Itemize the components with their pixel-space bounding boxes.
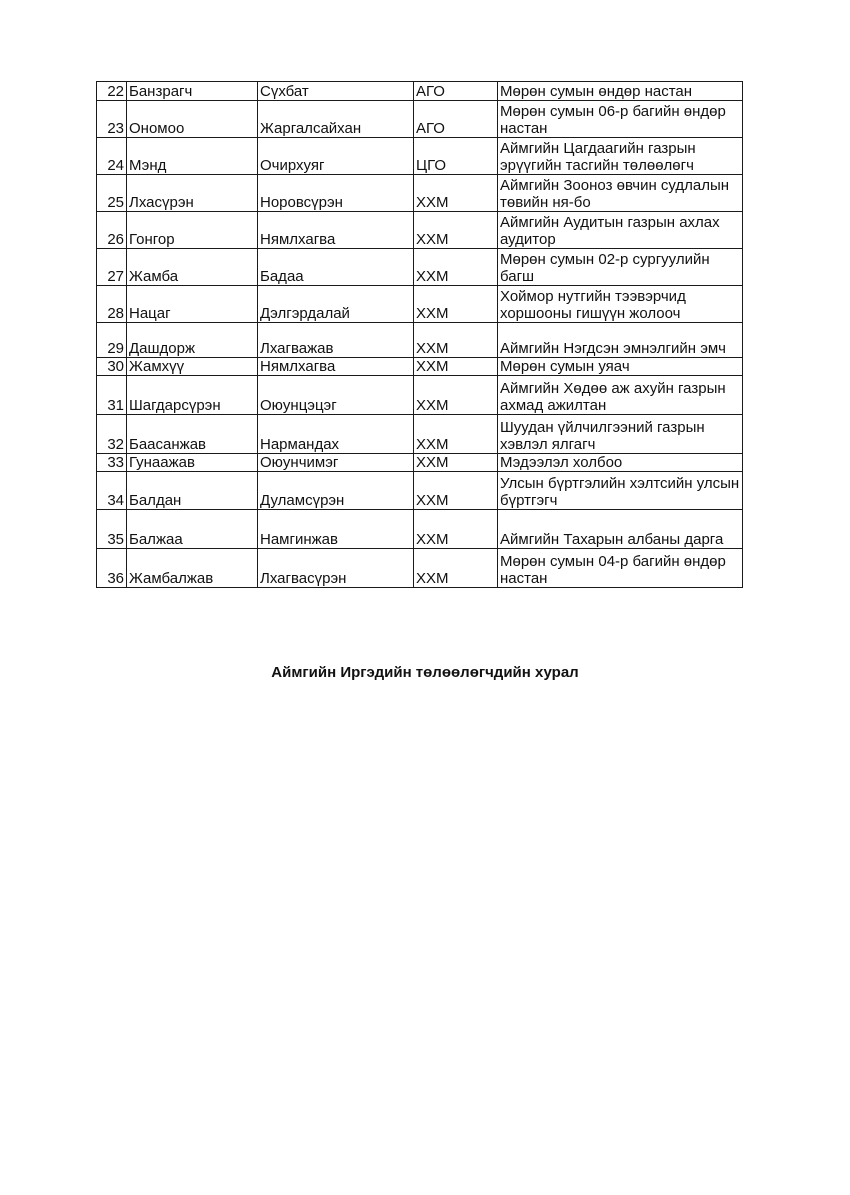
member-name: Жамбалжав xyxy=(127,549,258,588)
member-party: ХХМ xyxy=(414,249,498,286)
member-patronymic: Нямлхагва xyxy=(258,358,414,376)
row-number: 22 xyxy=(97,82,127,101)
row-number: 36 xyxy=(97,549,127,588)
member-patronymic: Дуламсүрэн xyxy=(258,472,414,510)
member-name: Жамба xyxy=(127,249,258,286)
member-workplace: Аймгийн Тахарын албаны дарга xyxy=(498,510,743,549)
member-patronymic: Нармандах xyxy=(258,415,414,454)
member-party: ХХМ xyxy=(414,175,498,212)
member-workplace: Аймгийн Цагдаагийн газрын эрүүгийн тасгийн төлөөлөгч xyxy=(498,138,743,175)
member-name: Дашдорж xyxy=(127,323,258,358)
member-party: ХХМ xyxy=(414,472,498,510)
member-party: АГО xyxy=(414,101,498,138)
table-row xyxy=(97,454,743,472)
row-number: 32 xyxy=(97,415,127,454)
member-patronymic: Норовсүрэн xyxy=(258,175,414,212)
member-workplace: Мэдээлэл холбоо xyxy=(498,454,743,472)
member-name: Баасанжав xyxy=(127,415,258,454)
table-row xyxy=(97,510,743,549)
member-workplace: Мөрөн сумын өндөр настан xyxy=(498,82,743,101)
member-name: Балдан xyxy=(127,472,258,510)
table-row xyxy=(97,175,743,212)
member-workplace: Мөрөн сумын уяач xyxy=(498,358,743,376)
member-workplace: Мөрөн сумын 06-р багийн өндөр настан xyxy=(498,101,743,138)
row-number: 24 xyxy=(97,138,127,175)
member-party: ХХМ xyxy=(414,358,498,376)
member-patronymic: Очирхуяг xyxy=(258,138,414,175)
member-party: ХХМ xyxy=(414,415,498,454)
row-number: 33 xyxy=(97,454,127,472)
table-row xyxy=(97,249,743,286)
table-row xyxy=(97,286,743,323)
member-name: Гунаажав xyxy=(127,454,258,472)
member-patronymic: Намгинжав xyxy=(258,510,414,549)
table-row xyxy=(97,472,743,510)
member-workplace: Улсын бүртгэлийн хэлтсийн улсын бүртгэгч xyxy=(498,472,743,510)
table-row xyxy=(97,376,743,415)
member-name: Шагдарсүрэн xyxy=(127,376,258,415)
member-name: Балжаа xyxy=(127,510,258,549)
member-patronymic: Нямлхагва xyxy=(258,212,414,249)
row-number: 28 xyxy=(97,286,127,323)
member-party: ХХМ xyxy=(414,549,498,588)
row-number: 23 xyxy=(97,101,127,138)
member-patronymic: Оюунцэцэг xyxy=(258,376,414,415)
row-number: 27 xyxy=(97,249,127,286)
table-row xyxy=(97,323,743,358)
section-caption: Аймгийн Иргэдийн төлөөлөгчдийн хурал xyxy=(271,664,579,681)
member-party: ХХМ xyxy=(414,454,498,472)
member-party: ЦГО xyxy=(414,138,498,175)
member-patronymic: Бадаа xyxy=(258,249,414,286)
member-workplace: Аймгийн Хөдөө аж ахуйн газрын ахмад ажилтан xyxy=(498,376,743,415)
member-name: Банзрагч xyxy=(127,82,258,101)
member-name: Мэнд xyxy=(127,138,258,175)
member-table xyxy=(96,81,743,588)
member-name: Лхасүрэн xyxy=(127,175,258,212)
row-number: 25 xyxy=(97,175,127,212)
row-number: 26 xyxy=(97,212,127,249)
member-patronymic: Дэлгэрдалай xyxy=(258,286,414,323)
member-workplace: Мөрөн сумын 04-р багийн өндөр настан xyxy=(498,549,743,588)
member-party: ХХМ xyxy=(414,376,498,415)
member-workplace: Мөрөн сумын 02-р сургуулийн багш xyxy=(498,249,743,286)
member-workplace: Аймгийн Нэгдсэн эмнэлгийн эмч xyxy=(498,323,743,358)
member-party: АГО xyxy=(414,82,498,101)
member-workplace: Хоймор нутгийн тээвэрчид хоршооны гишүүн жолооч xyxy=(498,286,743,323)
table-row xyxy=(97,415,743,454)
member-patronymic: Лхагвасүрэн xyxy=(258,549,414,588)
member-name: Ономоо xyxy=(127,101,258,138)
member-name: Нацаг xyxy=(127,286,258,323)
member-party: ХХМ xyxy=(414,212,498,249)
member-party: ХХМ xyxy=(414,286,498,323)
member-patronymic: Лхагважав xyxy=(258,323,414,358)
row-number: 31 xyxy=(97,376,127,415)
member-name: Гонгор xyxy=(127,212,258,249)
table-row xyxy=(97,212,743,249)
member-workplace: Аймгийн Зооноз өвчин судлалын төвийн ня-бо xyxy=(498,175,743,212)
table-row xyxy=(97,138,743,175)
member-patronymic: Жаргалсайхан xyxy=(258,101,414,138)
table-row xyxy=(97,549,743,588)
member-party: ХХМ xyxy=(414,510,498,549)
row-number: 30 xyxy=(97,358,127,376)
table-row xyxy=(97,82,743,101)
row-number: 35 xyxy=(97,510,127,549)
row-number: 29 xyxy=(97,323,127,358)
table-row xyxy=(97,358,743,376)
member-name: Жамхүү xyxy=(127,358,258,376)
member-patronymic: Сүхбат xyxy=(258,82,414,101)
row-number: 34 xyxy=(97,472,127,510)
member-workplace: Аймгийн Аудитын газрын ахлах аудитор xyxy=(498,212,743,249)
table-row xyxy=(97,101,743,138)
member-patronymic: Оюунчимэг xyxy=(258,454,414,472)
member-party: ХХМ xyxy=(414,323,498,358)
member-workplace: Шуудан үйлчилгээний газрын хэвлэл ялгагч xyxy=(498,415,743,454)
